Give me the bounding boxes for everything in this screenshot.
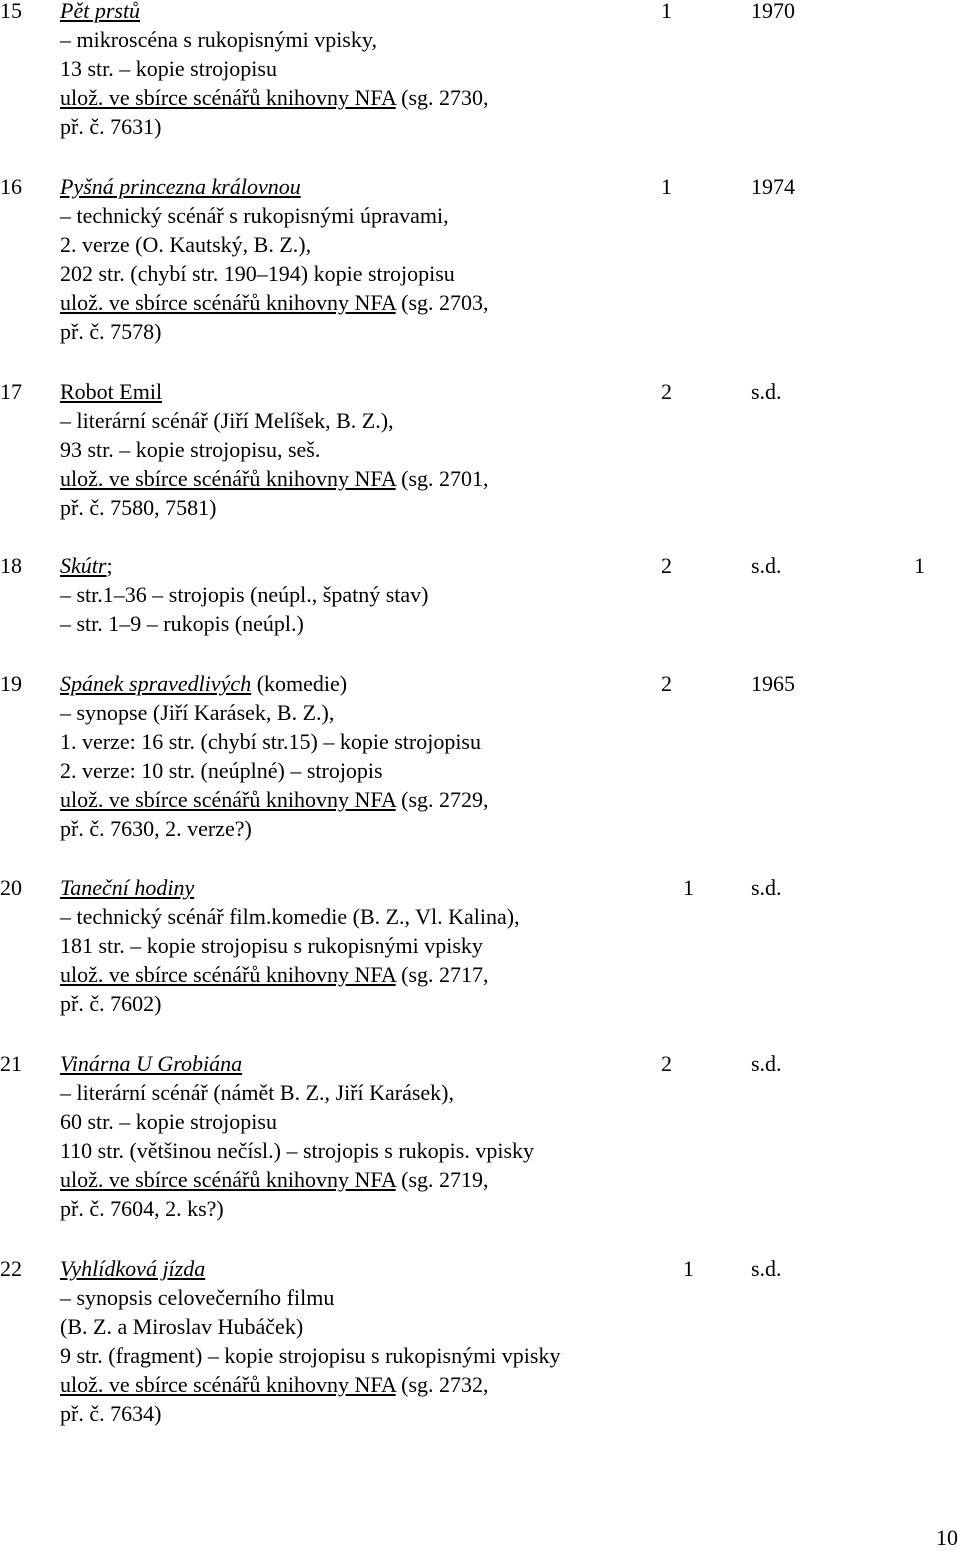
entry-volume: 1 [683,875,694,900]
entry-number: 15 [0,0,22,23]
entry-title-line [60,873,194,902]
entry-number: 17 [0,379,22,404]
storage-signature: (sg. 2701, [401,466,489,491]
entry-volume: 2 [661,379,672,404]
entry-title: Pět prstů [60,0,141,23]
entry-title-line [60,1049,242,1078]
entry-storage-line [60,83,489,112]
entry-extra-count: 1 [914,553,925,578]
entry-volume: 2 [661,671,672,696]
entry-desc-line: př. č. 7630, 2. verze?) [60,816,252,841]
entry-desc-line: př. č. 7578) [60,319,162,344]
entry-storage-line [60,785,489,814]
entry-desc-line: – synopsis celovečerního filmu [60,1285,335,1310]
entry-title: Skútr [60,553,107,578]
entry-volume: 2 [661,1051,672,1076]
entry-number: 22 [0,1256,22,1281]
entry-title-suffix: ; [106,553,113,578]
entry-title: Vyhlídková jízda [60,1256,206,1281]
entry-title-line [60,377,162,406]
entry-number: 18 [0,553,22,578]
entry-year: 1970 [751,0,795,23]
entry-desc-line: 110 str. (většinou nečísl.) – strojopis s rukopis. vpisky [60,1138,535,1163]
storage-signature: (sg. 2703, [401,290,489,315]
entry-desc-line: – str.1–36 – strojopis (neúpl., špatný stav) [60,582,429,607]
storage-label: ulož. ve sbírce scénářů knihovny NFA [60,466,396,491]
storage-label: ulož. ve sbírce scénářů knihovny NFA [60,290,396,315]
entry-title-line [60,669,347,698]
entry-desc-line: – mikroscéna s rukopisnými vpisky, [60,27,377,52]
storage-signature: (sg. 2717, [401,962,489,987]
entry-desc-line: 13 str. – kopie strojopisu [60,56,277,81]
storage-signature: (sg. 2730, [401,85,489,110]
entry-year: 1974 [751,174,795,199]
entry-desc-line: – technický scénář s rukopisnými úpravami, [60,203,449,228]
page-number: 10 [936,1525,958,1550]
entry-desc-line: př. č. 7580, 7581) [60,495,217,520]
entry-year: s.d. [751,1051,782,1076]
entry-title: Robot Emil [60,379,163,404]
entry-desc-line: 9 str. (fragment) – kopie strojopisu s rukopisnými vpisky [60,1343,561,1368]
storage-label: ulož. ve sbírce scénářů knihovny NFA [60,1167,396,1192]
entry-year: s.d. [751,875,782,900]
entry-desc-line: – technický scénář film.komedie (B. Z., Vl. Kalina), [60,904,520,929]
entry-desc-line: – literární scénář (námět B. Z., Jiří Karásek), [60,1080,455,1105]
entry-storage-line [60,288,489,317]
entry-title-line [60,1254,205,1283]
storage-label: ulož. ve sbírce scénářů knihovny NFA [60,787,396,812]
entry-desc-line: (B. Z. a Miroslav Hubáček) [60,1314,304,1339]
entry-desc-line: 93 str. – kopie strojopisu, seš. [60,437,321,462]
entry-desc-line: – literární scénář (Jiří Melíšek, B. Z.), [60,408,394,433]
entry-title-line [60,551,113,580]
entry-storage-line [60,1165,489,1194]
entry-desc-line: – str. 1–9 – rukopis (neúpl.) [60,611,304,636]
entry-desc-line: 2. verze (O. Kautský, B. Z.), [60,232,312,257]
entry-desc-line: př. č. 7631) [60,114,162,139]
storage-label: ulož. ve sbírce scénářů knihovny NFA [60,85,396,110]
entry-title-line [60,172,301,201]
entry-title-suffix: (komedie) [251,671,348,696]
entry-volume: 1 [661,0,672,23]
storage-label: ulož. ve sbírce scénářů knihovny NFA [60,1372,396,1397]
entry-number: 20 [0,875,22,900]
entry-desc-line: 2. verze: 10 str. (neúplné) – strojopis [60,758,383,783]
entry-storage-line [60,1370,489,1399]
entry-desc-line: 181 str. – kopie strojopisu s rukopisnými vpisky [60,933,483,958]
entry-storage-line [60,960,489,989]
entry-volume: 1 [683,1256,694,1281]
entry-title: Taneční hodiny [60,875,195,900]
entry-year: s.d. [751,553,782,578]
storage-signature: (sg. 2719, [401,1167,489,1192]
entry-title-line [60,0,140,25]
storage-signature: (sg. 2729, [401,787,489,812]
entry-title: Pyšná princezna královnou [60,174,301,199]
entry-desc-line: – synopse (Jiří Karásek, B. Z.), [60,700,335,725]
entry-volume: 1 [661,174,672,199]
entry-title: Spánek spravedlivých [60,671,252,696]
entry-year: 1965 [751,671,795,696]
entry-year: s.d. [751,379,782,404]
entry-desc-line: př. č. 7604, 2. ks?) [60,1196,224,1221]
storage-signature: (sg. 2732, [401,1372,489,1397]
entry-desc-line: př. č. 7634) [60,1401,162,1426]
storage-label: ulož. ve sbírce scénářů knihovny NFA [60,962,396,987]
entry-desc-line: 202 str. (chybí str. 190–194) kopie strojopisu [60,261,455,286]
entry-desc-line: př. č. 7602) [60,991,162,1016]
entry-storage-line [60,464,489,493]
entry-title: Vinárna U Grobiána [60,1051,243,1076]
entry-volume: 2 [661,553,672,578]
entry-number: 19 [0,671,22,696]
entry-desc-line: 1. verze: 16 str. (chybí str.15) – kopie strojopisu [60,729,481,754]
entry-desc-line: 60 str. – kopie strojopisu [60,1109,277,1134]
entry-year: s.d. [751,1256,782,1281]
entry-number: 16 [0,174,22,199]
entry-number: 21 [0,1051,22,1076]
